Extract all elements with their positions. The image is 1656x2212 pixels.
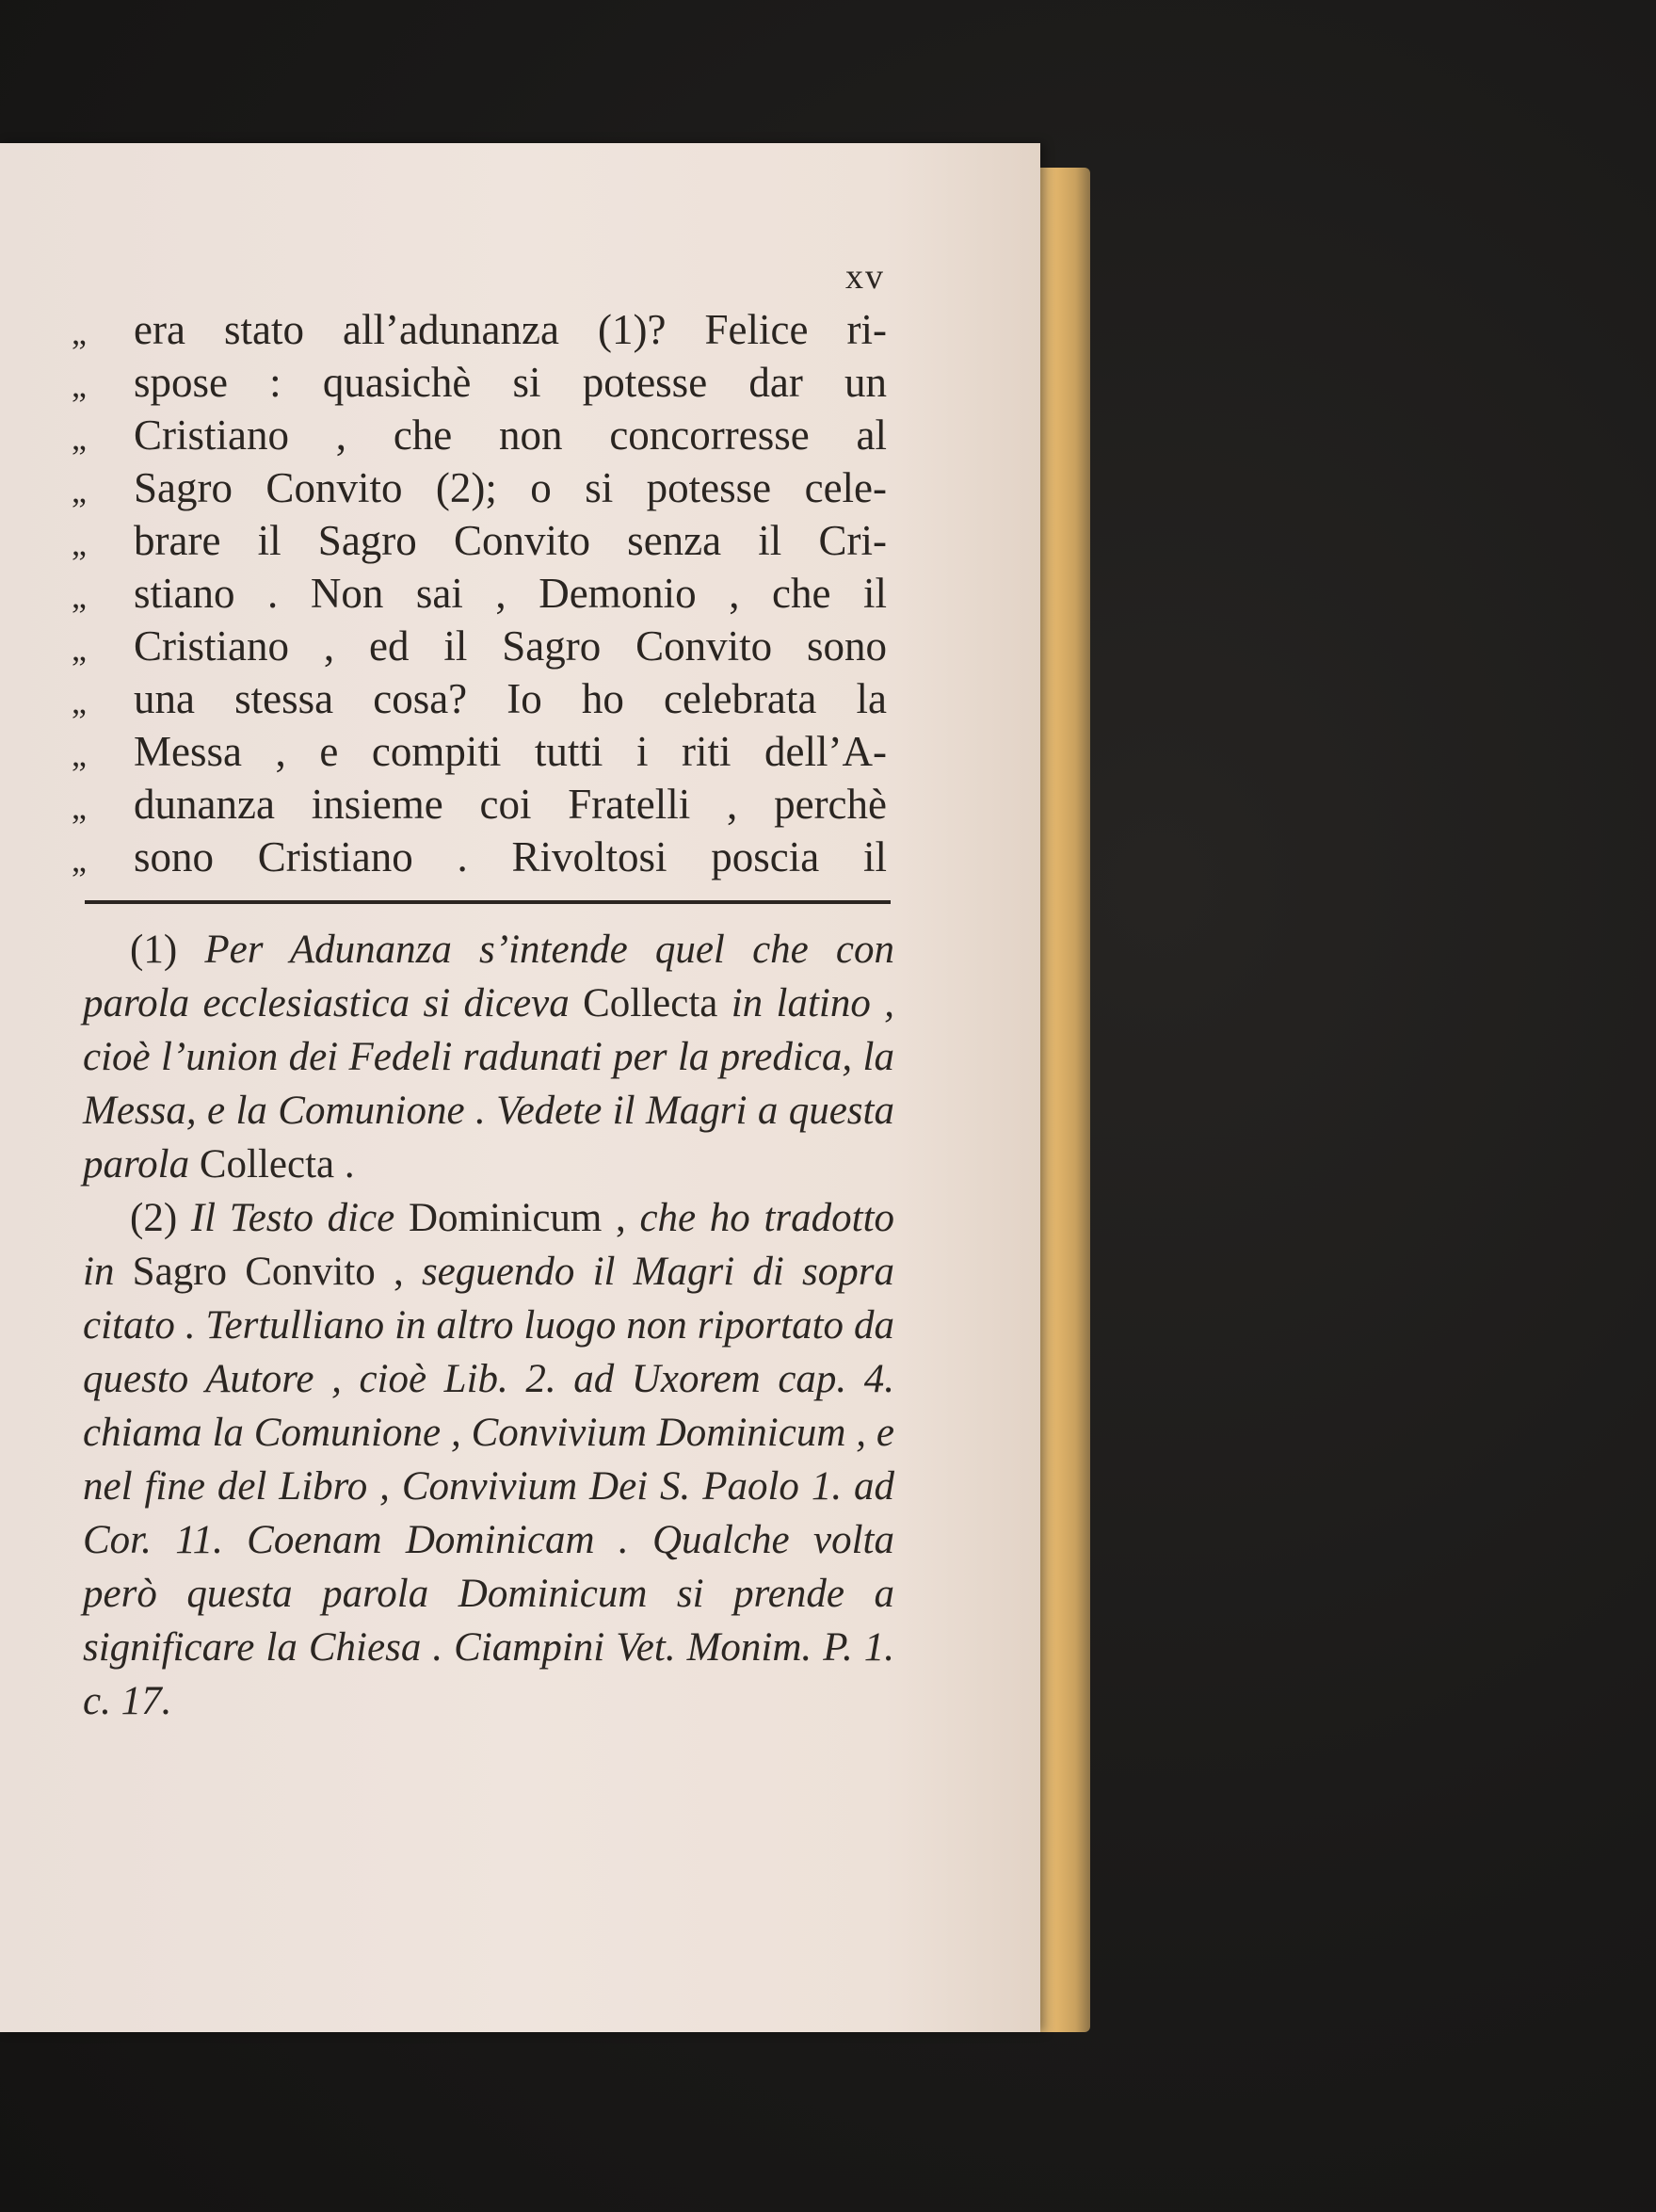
quote-mark: „ xyxy=(72,472,87,509)
quote-mark: „ xyxy=(72,314,87,351)
footnotes xyxy=(83,923,894,1728)
text-line: „ sono Cristiano . Rivoltosi poscia il xyxy=(72,831,891,883)
quote-mark: „ xyxy=(72,735,87,773)
text-line: „ spose : quasichè si potesse dar un xyxy=(72,356,891,409)
quote-mark: „ xyxy=(72,630,87,668)
text-line: „ brare il Sagro Convito senza il Cri- xyxy=(72,514,891,567)
quote-mark: „ xyxy=(72,788,87,826)
quote-mark: „ xyxy=(72,841,87,879)
footnote-1: (1) Per Adunanza s’intende quel che con parola ecclesiastica si diceva Collecta in latino , cioè l’union dei Fedeli radunati per la predica, la Messa, e la Comunione . Vedete il Magri a questa parola Collecta . xyxy=(83,928,895,1187)
footnote-rule xyxy=(85,900,891,904)
main-text-block xyxy=(72,303,891,883)
text-line: „ era stato all’adunanza (1)? Felice ri- xyxy=(72,303,891,356)
footnote-number: (2) xyxy=(130,1196,178,1240)
text-line: „ Cristiano , che non concorresse al xyxy=(72,409,891,461)
quote-mark: „ xyxy=(72,419,87,457)
text-line: „ dunanza insieme coi Fratelli , perchè xyxy=(72,778,891,831)
text-line: „ Cristiano , ed il Sagro Convito sono xyxy=(72,620,891,672)
text-line: „ Sagro Convito (2); o si potesse cele- xyxy=(72,461,891,514)
text-line: „ una stessa cosa? Io ho celebrata la xyxy=(72,672,891,725)
quote-mark: „ xyxy=(72,683,87,720)
footnote-number: (1) xyxy=(130,928,178,972)
quote-mark: „ xyxy=(72,577,87,615)
text-line: „ Messa , e compiti tutti i riti dell’A- xyxy=(72,725,891,778)
quote-mark: „ xyxy=(72,525,87,562)
quote-mark: „ xyxy=(72,366,87,404)
footnote-2: (2) Il Testo dice Dominicum , che ho tradotto in Sagro Convito , seguendo il Magri di sopra citato . Tertulliano in altro luogo non riportato da questo Autore , cioè Lib. 2. ad Uxorem cap. 4. chiama la Comunione , Convivium Dominicum , e nel fine del Libro , Convivium Dei S. Paolo 1. ad Cor. 11. Coenam Dominicam . Qualche volta però questa parola Dominicum si prende a significare la Chiesa . Ciampini Vet. Monim. P. 1. c. 17. xyxy=(83,1196,895,1723)
page-number: xv xyxy=(845,257,885,297)
text-line: „ stiano . Non sai , Demonio , che il xyxy=(72,567,891,620)
